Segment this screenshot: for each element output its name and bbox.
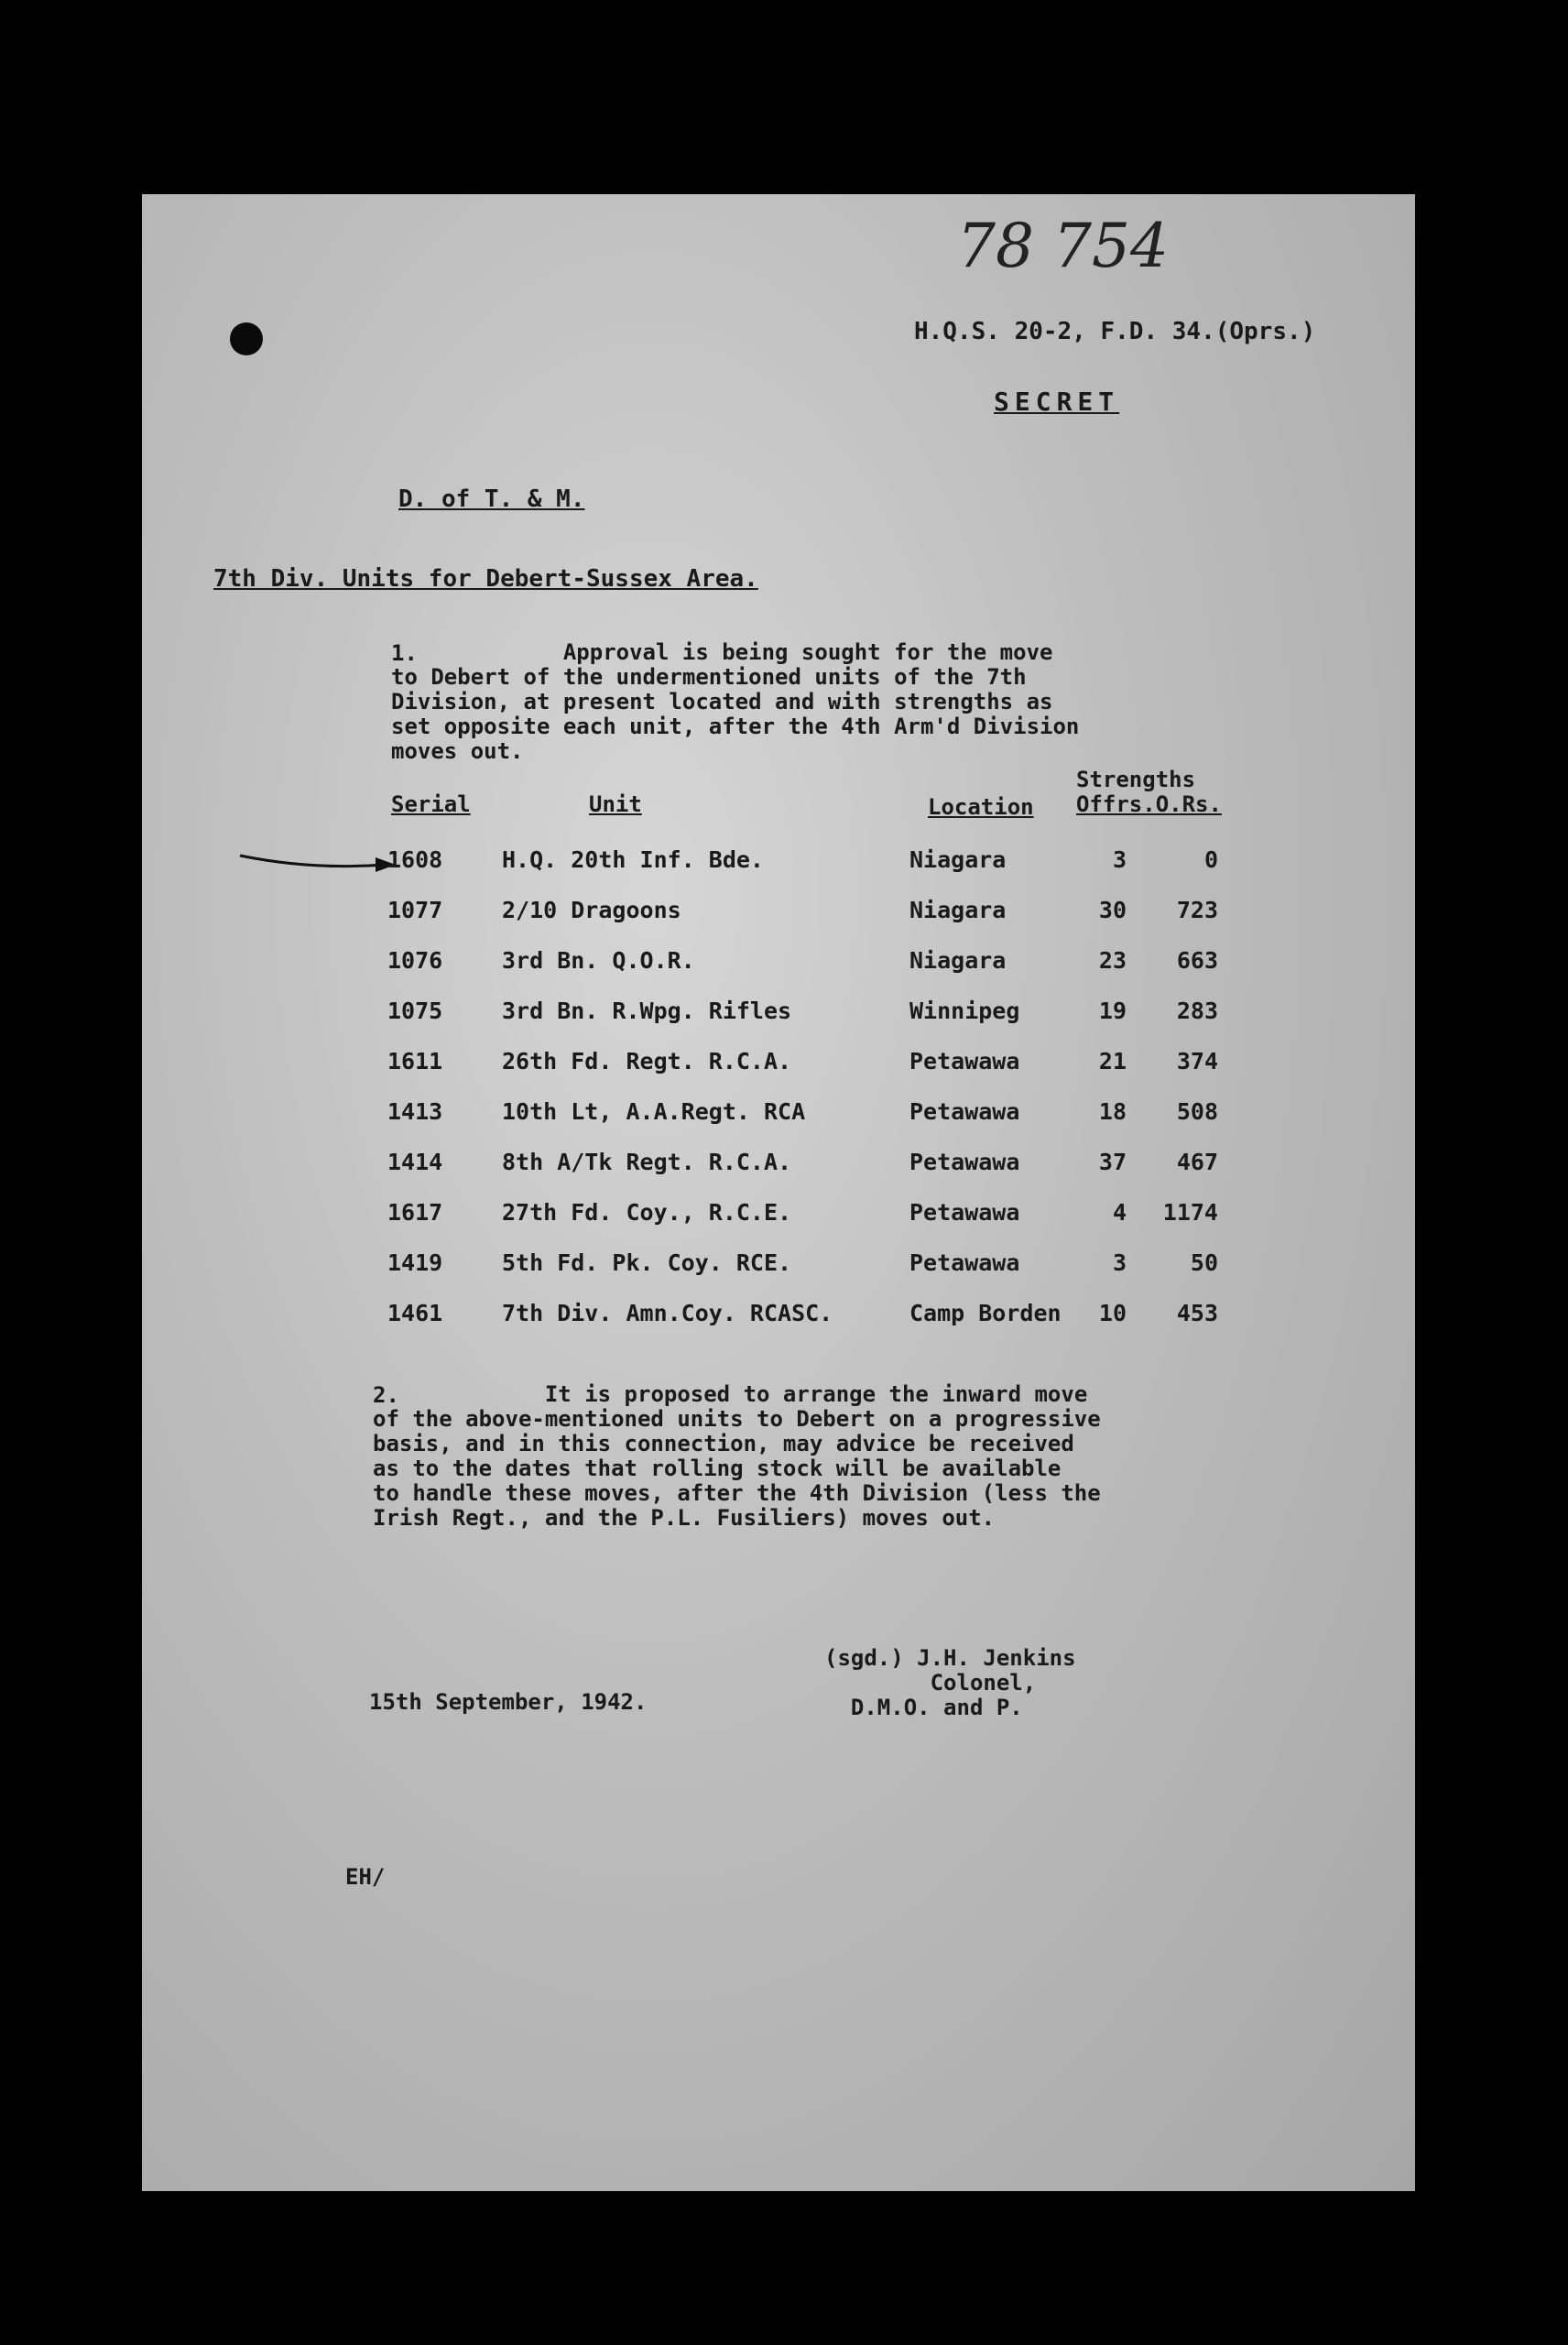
- ors-cell: 723: [1176, 897, 1218, 923]
- ors-cell: 453: [1176, 1300, 1218, 1326]
- officers-cell: 30: [1098, 897, 1127, 923]
- unit-cell: 3rd Bn. Q.O.R.: [502, 947, 695, 974]
- ors-cell: 663: [1176, 947, 1218, 974]
- para2-text: [373, 1382, 1101, 1531]
- serial-cell: 1461: [387, 1300, 443, 1326]
- officers-cell: 19: [1098, 998, 1127, 1024]
- file-reference: H.Q.S. 20-2, F.D. 34.(Oprs.): [914, 318, 1316, 345]
- para1-text: [391, 640, 1079, 764]
- officers-cell: 3: [1112, 846, 1127, 873]
- signature-block: (sgd.) J.H. Jenkins Colonel, D.M.O. and P.: [824, 1645, 1076, 1720]
- unit-cell: 26th Fd. Regt. R.C.A.: [502, 1048, 792, 1074]
- document-date: 15th September, 1942.: [369, 1689, 648, 1715]
- table-row: [142, 1098, 1415, 1135]
- table-row: [142, 1149, 1415, 1185]
- serial-cell: 1076: [387, 947, 443, 974]
- punch-hole: [230, 322, 263, 355]
- ors-cell: 283: [1176, 998, 1218, 1024]
- table-row: [142, 947, 1415, 984]
- officers-cell: 21: [1098, 1048, 1127, 1074]
- table-row: [142, 846, 1415, 883]
- serial-cell: 1617: [387, 1199, 443, 1226]
- serial-header: Serial: [391, 791, 471, 817]
- table-row: [142, 1249, 1415, 1286]
- location-cell: Petawawa: [909, 1249, 1020, 1276]
- document-page: [142, 194, 1415, 2191]
- officers-cell: 10: [1098, 1300, 1127, 1326]
- serial-cell: 1075: [387, 998, 443, 1024]
- unit-cell: 2/10 Dragoons: [502, 897, 681, 923]
- officers-cell: 37: [1098, 1149, 1127, 1175]
- location-cell: Camp Borden: [909, 1300, 1062, 1326]
- strengths-header: Strengths: [1076, 767, 1196, 792]
- ors-cell: 1174: [1162, 1199, 1218, 1226]
- para2-body: It is proposed to arrange the inward move of the above-mentioned units to Debert on a progressive basis, and in this connection, may advice be received as to the dates that rolling stock will be available to handle these moves, after the 4th Division (less the Irish Regt., and the P.L. Fusiliers) moves out.: [373, 1381, 1101, 1531]
- handwritten-reference: 78 754: [957, 211, 1169, 281]
- table-row: [142, 1048, 1415, 1085]
- unit-cell: 3rd Bn. R.Wpg. Rifles: [502, 998, 792, 1024]
- serial-cell: 1077: [387, 897, 443, 923]
- table-row: [142, 897, 1415, 933]
- table-row: [142, 1300, 1415, 1336]
- unit-cell: H.Q. 20th Inf. Bde.: [502, 846, 764, 873]
- unit-cell: 10th Lt, A.A.Regt. RCA: [502, 1098, 806, 1125]
- typist-initials: EH/: [345, 1864, 386, 1890]
- location-cell: Winnipeg: [909, 998, 1020, 1024]
- serial-cell: 1419: [387, 1249, 443, 1276]
- ors-cell: 50: [1190, 1249, 1218, 1276]
- location-cell: Niagara: [909, 897, 1007, 923]
- subject-line: 7th Div. Units for Debert-Sussex Area.: [213, 565, 758, 593]
- unit-header: Unit: [589, 791, 642, 817]
- officers-ors-header: Offrs.O.Rs.: [1076, 791, 1222, 817]
- para1-body: Approval is being sought for the move to Debert of the undermentioned units of the 7th Division, at present located and with strengths as set opposite each unit, after the 4th Arm'd Division moves out.: [391, 639, 1080, 764]
- officers-cell: 23: [1098, 947, 1127, 974]
- serial-cell: 1414: [387, 1149, 443, 1175]
- ors-cell: 508: [1176, 1098, 1218, 1125]
- location-header: Location: [928, 794, 1034, 820]
- location-cell: Niagara: [909, 947, 1007, 974]
- para2-number: 2.: [373, 1382, 399, 1408]
- table-row: [142, 1199, 1415, 1236]
- ors-cell: 374: [1176, 1048, 1218, 1074]
- location-cell: Petawawa: [909, 1048, 1020, 1074]
- para1-number: 1.: [391, 640, 418, 666]
- table-row: [142, 998, 1415, 1034]
- location-cell: Petawawa: [909, 1199, 1020, 1226]
- unit-cell: 8th A/Tk Regt. R.C.A.: [502, 1149, 792, 1175]
- classification-label: SECRET: [994, 387, 1120, 417]
- serial-cell: 1413: [387, 1098, 443, 1125]
- officers-cell: 3: [1112, 1249, 1127, 1276]
- officers-cell: 4: [1112, 1199, 1127, 1226]
- location-cell: Niagara: [909, 846, 1007, 873]
- ors-cell: 0: [1203, 846, 1218, 873]
- unit-cell: 5th Fd. Pk. Coy. RCE.: [502, 1249, 792, 1276]
- addressee: D. of T. & M.: [398, 485, 585, 513]
- location-cell: Petawawa: [909, 1098, 1020, 1125]
- serial-cell: 1611: [387, 1048, 443, 1074]
- location-cell: Petawawa: [909, 1149, 1020, 1175]
- ors-cell: 467: [1176, 1149, 1218, 1175]
- unit-cell: 27th Fd. Coy., R.C.E.: [502, 1199, 792, 1226]
- serial-cell: 1608: [387, 846, 443, 873]
- unit-cell: 7th Div. Amn.Coy. RCASC.: [502, 1300, 833, 1326]
- officers-cell: 18: [1098, 1098, 1127, 1125]
